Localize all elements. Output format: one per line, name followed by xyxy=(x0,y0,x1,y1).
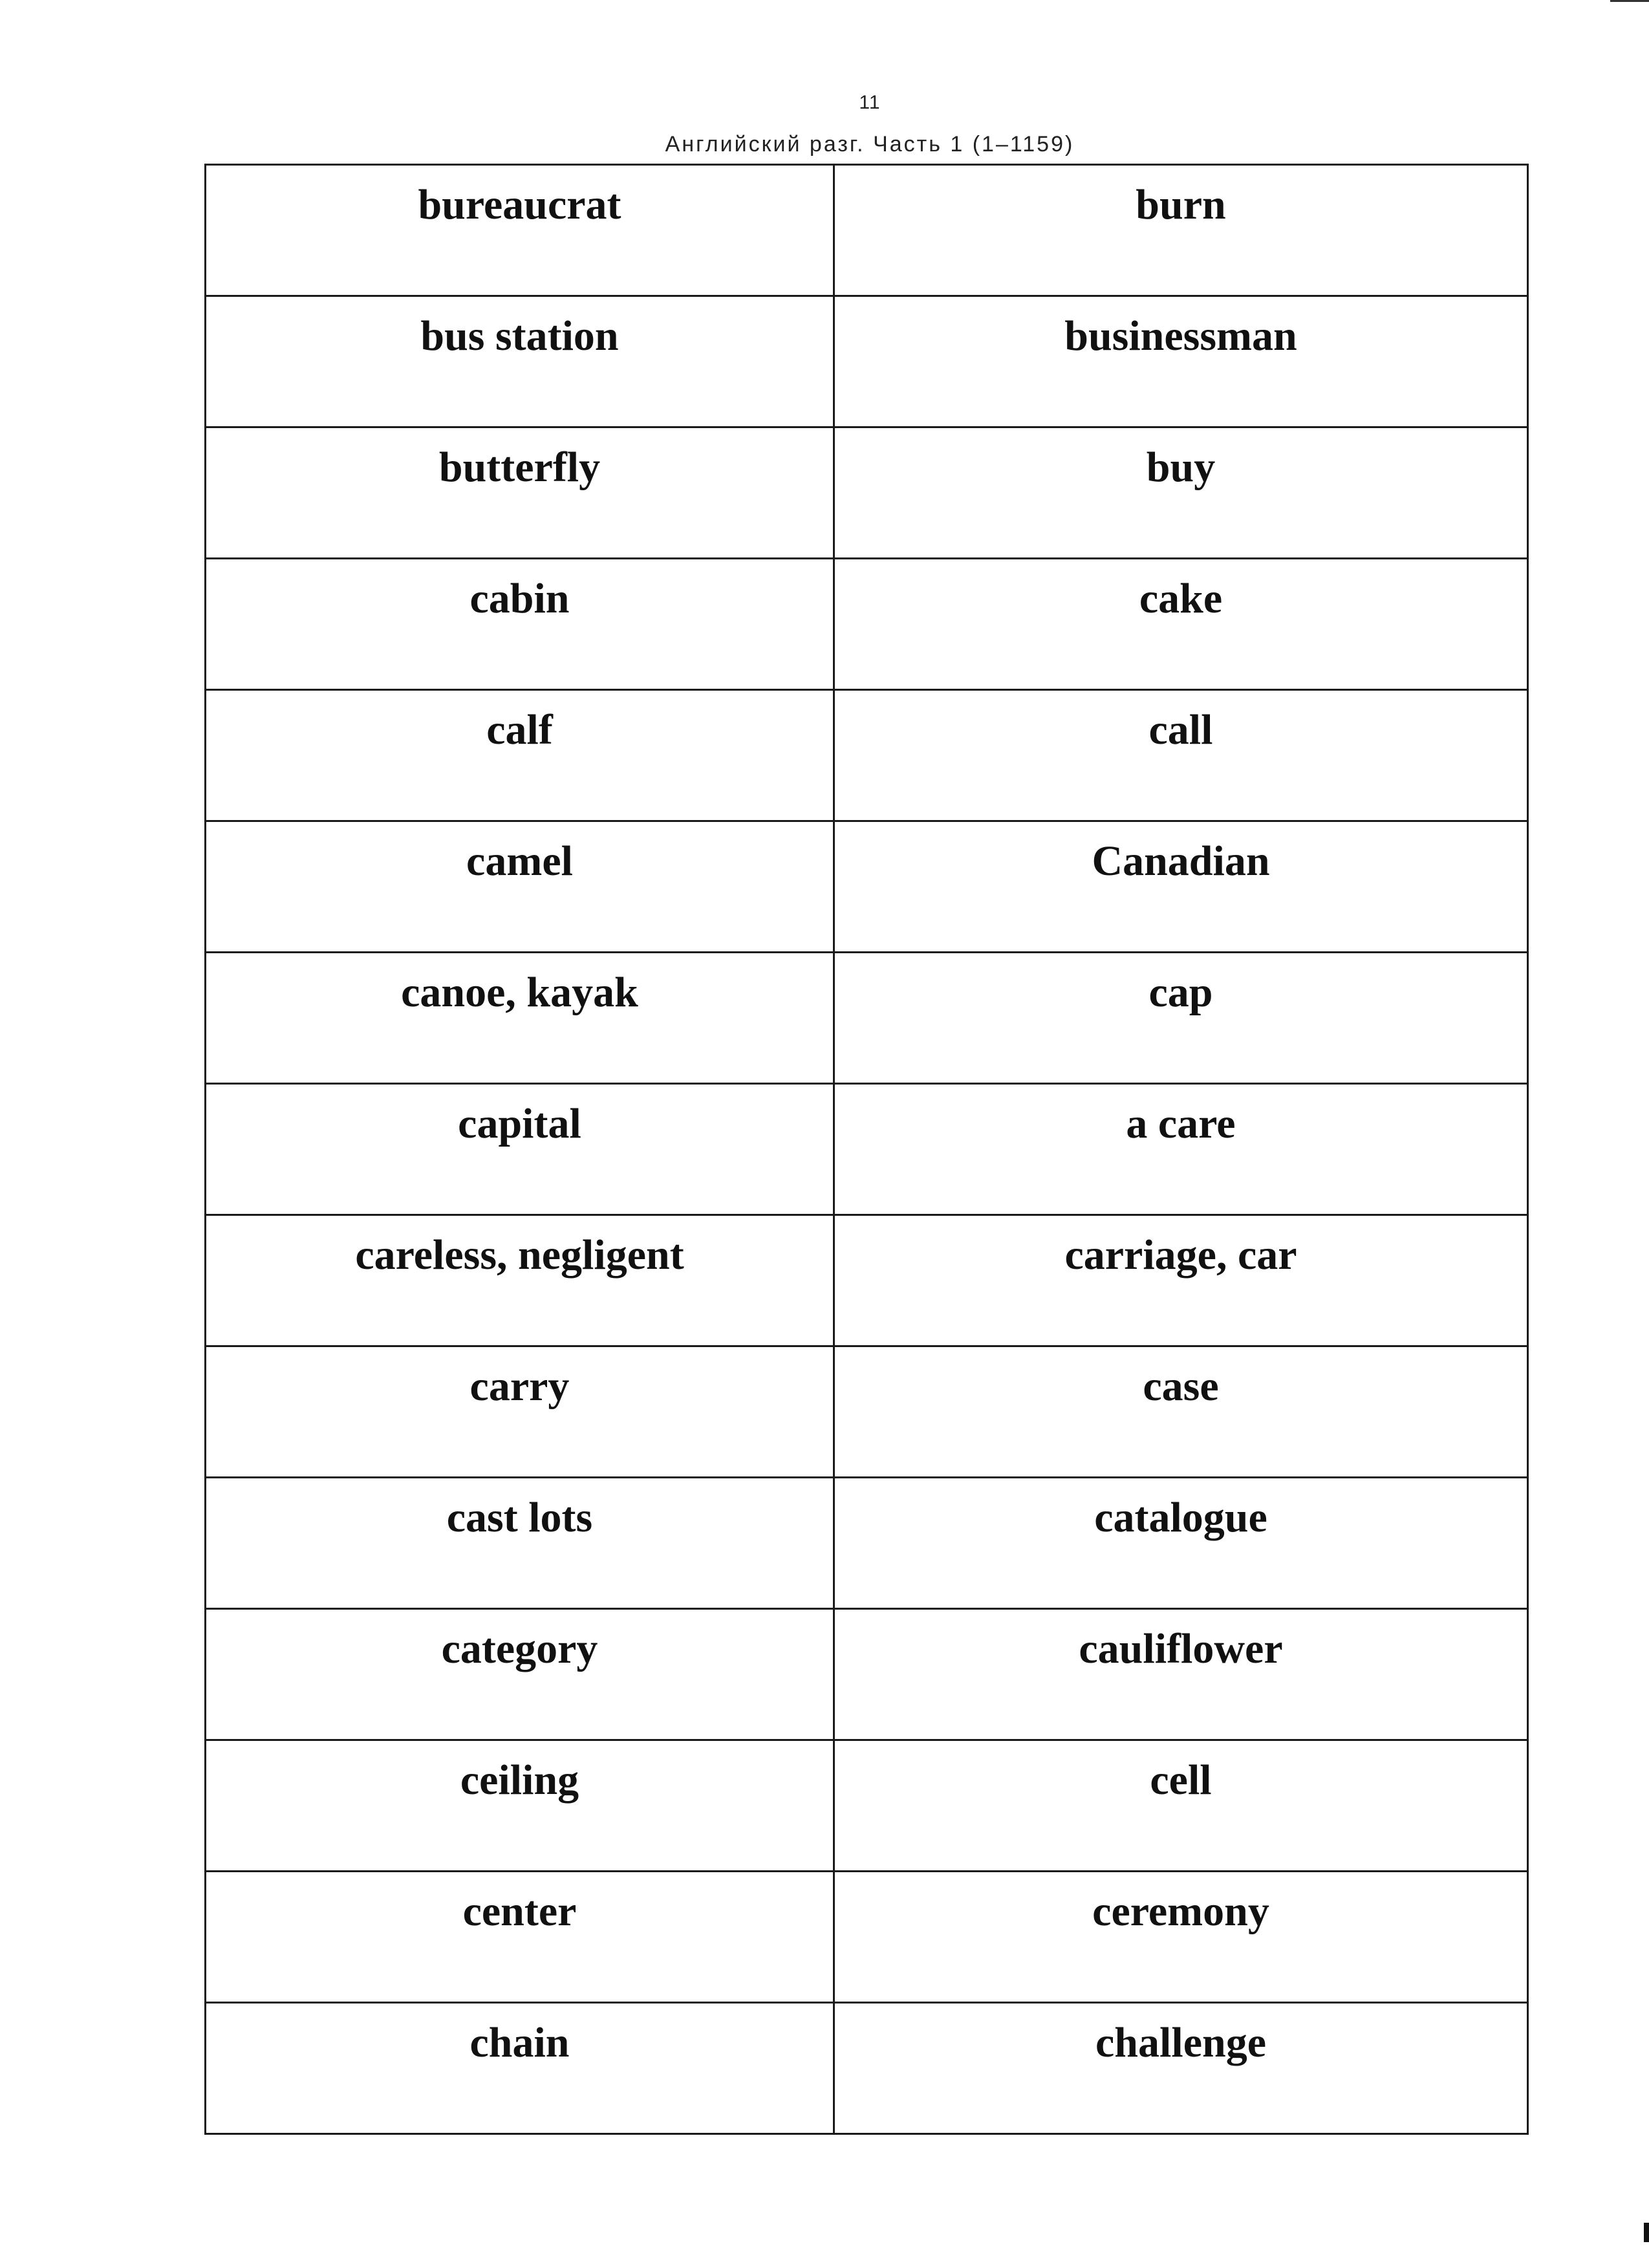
vocab-cell: cell xyxy=(834,1740,1528,1872)
vocab-cell: bus station xyxy=(206,296,834,427)
table-row xyxy=(206,821,1528,953)
vocab-cell: cauliflower xyxy=(834,1609,1528,1740)
vocab-cell: capital xyxy=(206,1084,834,1215)
vocab-cell: chain xyxy=(206,2003,834,2134)
table-row xyxy=(206,1609,1528,1740)
vocab-cell: call xyxy=(834,690,1528,821)
vocab-cell: cast lots xyxy=(206,1478,834,1609)
vocab-cell: buy xyxy=(834,427,1528,559)
page-header-title: Английский разг. Часть 1 (1–1159) xyxy=(665,132,1075,157)
vocab-cell: bureaucrat xyxy=(206,165,834,296)
table-row xyxy=(206,1215,1528,1346)
table-row xyxy=(206,427,1528,559)
table-row xyxy=(206,296,1528,427)
vocab-cell: careless, negligent xyxy=(206,1215,834,1346)
table-row xyxy=(206,165,1528,296)
vocab-cell: carry xyxy=(206,1346,834,1478)
scan-edge-mark xyxy=(1610,0,1649,2)
table-row xyxy=(206,1740,1528,1872)
vocab-cell: Canadian xyxy=(834,821,1528,953)
vocab-cell: burn xyxy=(834,165,1528,296)
table-row xyxy=(206,2003,1528,2134)
vocab-cell: ceremony xyxy=(834,1872,1528,2003)
vocab-cell: catalogue xyxy=(834,1478,1528,1609)
table-row xyxy=(206,1084,1528,1215)
vocab-cell: challenge xyxy=(834,2003,1528,2134)
vocab-cell: a care xyxy=(834,1084,1528,1215)
table-row xyxy=(206,1872,1528,2003)
vocab-cell: cap xyxy=(834,953,1528,1084)
vocab-cell: cake xyxy=(834,559,1528,690)
vocab-cell: calf xyxy=(206,690,834,821)
vocab-cell: butterfly xyxy=(206,427,834,559)
vocab-cell: case xyxy=(834,1346,1528,1478)
table-row xyxy=(206,953,1528,1084)
vocab-cell: camel xyxy=(206,821,834,953)
table-row xyxy=(206,690,1528,821)
table-row xyxy=(206,559,1528,690)
vocab-cell: category xyxy=(206,1609,834,1740)
vocab-cell: canoe, kayak xyxy=(206,953,834,1084)
vocab-cell: businessman xyxy=(834,296,1528,427)
vocab-cell: center xyxy=(206,1872,834,2003)
vocab-cell: ceiling xyxy=(206,1740,834,1872)
table-row xyxy=(206,1346,1528,1478)
table-row xyxy=(206,1478,1528,1609)
vocab-cell: carriage, car xyxy=(834,1215,1528,1346)
vocab-cell: cabin xyxy=(206,559,834,690)
page-number: 11 xyxy=(859,92,881,113)
vocabulary-table xyxy=(204,164,1529,2135)
scan-edge-mark xyxy=(1644,2223,1649,2242)
